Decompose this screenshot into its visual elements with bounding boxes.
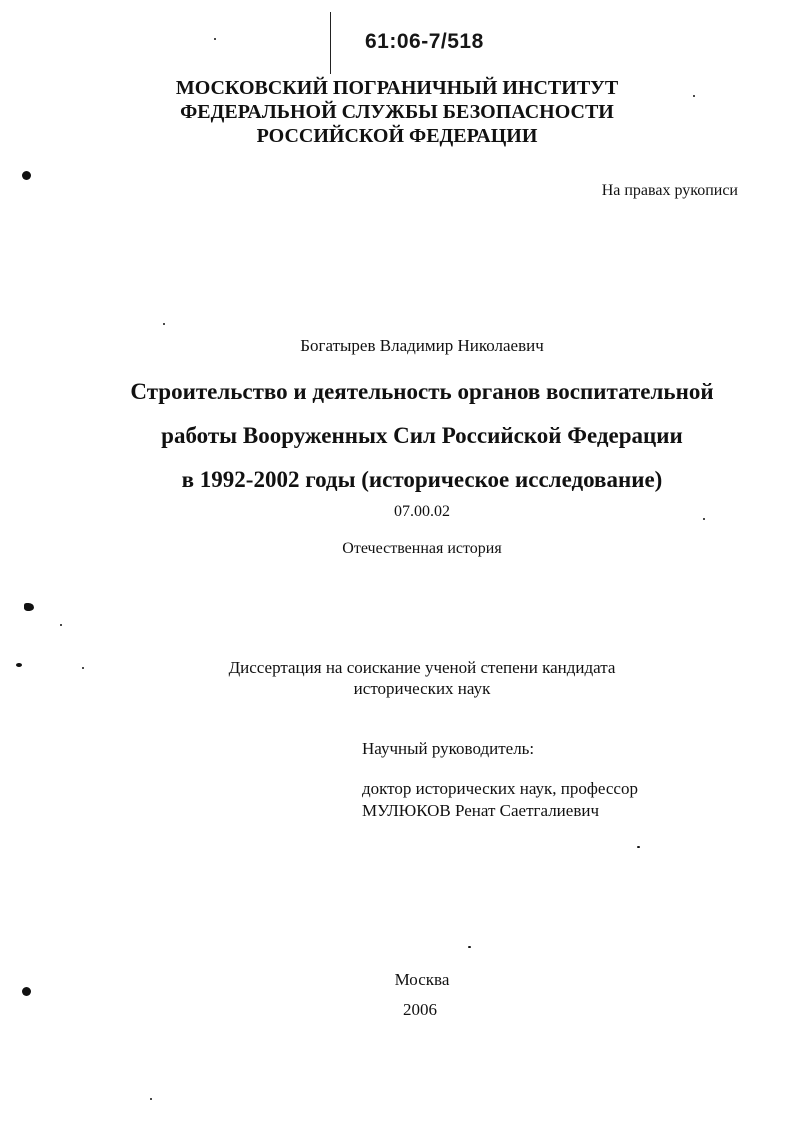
scan-speck xyxy=(150,1098,152,1100)
author-name: Богатырев Владимир Николаевич xyxy=(300,336,544,355)
institution-line: МОСКОВСКИЙ ПОГРАНИЧНЫЙ ИНСТИТУТ xyxy=(175,77,619,99)
title-line: в 1992-2002 годы (историческое исследование) xyxy=(181,467,663,492)
specialty-code: 07.00.02 xyxy=(394,503,450,520)
advisor-details xyxy=(362,778,638,822)
scan-speck xyxy=(22,171,31,180)
scan-speck xyxy=(22,987,31,996)
institution-line: РОССИЙСКОЙ ФЕДЕРАЦИИ xyxy=(256,125,538,147)
degree-statement-line: Диссертация на соискание ученой степени кандидата xyxy=(228,658,616,677)
scan-speck xyxy=(468,946,471,948)
specialty-name: Отечественная история xyxy=(342,540,502,557)
dissertation-title xyxy=(0,370,794,502)
scan-speck xyxy=(637,846,640,848)
publication-city: Москва xyxy=(394,970,450,989)
title-line: Строительство и деятельность органов воспитательной xyxy=(130,379,714,404)
library-call-number: 61:06-7/518 xyxy=(365,30,484,53)
advisor-degree: доктор исторических наук, профессор xyxy=(362,779,638,798)
scan-speck xyxy=(16,663,22,667)
degree-statement xyxy=(0,657,794,699)
scan-speck xyxy=(703,518,705,520)
institution-line: ФЕДЕРАЛЬНОЙ СЛУЖБЫ БЕЗОПАСНОСТИ xyxy=(180,101,614,123)
stamp-divider-line xyxy=(330,12,331,74)
institution-header xyxy=(0,76,794,148)
publication-year: 2006 xyxy=(403,1000,437,1019)
title-line: работы Вооруженных Сил Российской Федерации xyxy=(161,423,683,448)
scan-speck xyxy=(24,603,34,611)
degree-statement-line: исторических наук xyxy=(353,679,491,698)
manuscript-rights-note: На правах рукописи xyxy=(601,182,738,199)
scan-speck xyxy=(214,38,216,40)
scan-speck xyxy=(163,323,165,325)
advisor-label: Научный руководитель: xyxy=(362,739,535,758)
scan-speck xyxy=(82,667,84,669)
scan-speck xyxy=(693,95,695,97)
advisor-name: МУЛЮКОВ Ренат Саетгалиевич xyxy=(362,801,600,820)
scan-speck xyxy=(60,624,62,626)
